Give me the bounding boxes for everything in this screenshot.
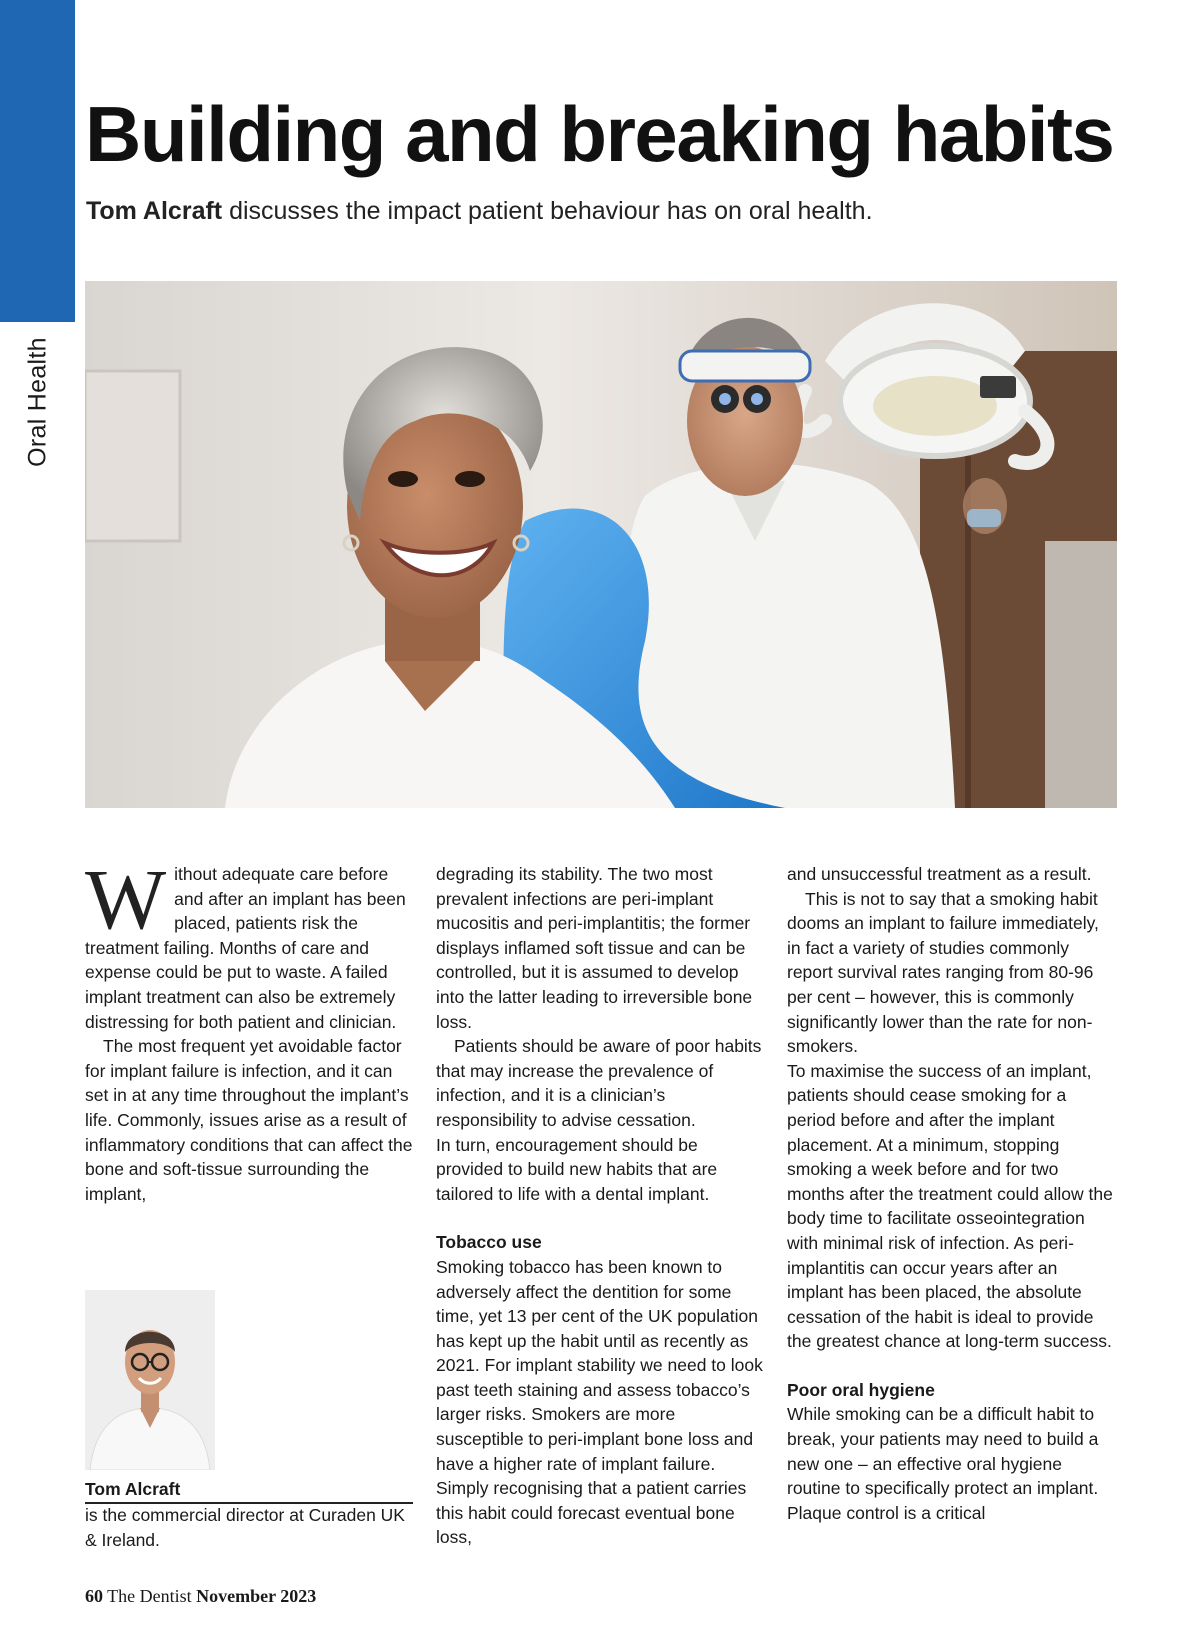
paragraph: To maximise the success of an implant, patients should cease smoking for a period before and after the implant placement. At a minimum, stopping smoking a week before and for two months after the treatment could allow the body time to facilitate osseointegration with minimal risk of infection. As peri-implantitis can occur years after an implant has been placed, the absolute cessation of the habit is ideal to provide the greatest chance at long-term success.	[787, 1060, 1113, 1352]
page-footer	[85, 1586, 316, 1607]
author-bio: is the commercial director at Curaden UK & Ireland.	[85, 1505, 405, 1550]
intro-paragraph	[85, 851, 415, 1034]
author-name: Tom Alcraft	[85, 1477, 413, 1504]
paragraph: This is not to say that a smoking habit dooms an implant to failure immediately, in fact a variety of studies commonly report survival rates ranging from 80-96 per cent – however, this is commonly significantly lower than the rate for non-smokers.	[787, 888, 1099, 1057]
page-number: 60	[85, 1586, 103, 1606]
standfirst-author: Tom Alcraft	[86, 197, 223, 225]
dental-patient-photo-icon	[85, 281, 1117, 808]
paragraph: and unsuccessful treatment as a result.	[787, 864, 1092, 884]
section-spacer	[436, 1206, 766, 1230]
paragraph: While smoking can be a difficult habit to break, your patients may need to build a new one – an effective oral hygiene routine to specifically protect an implant. Plaque control is a critical	[787, 1404, 1099, 1523]
drop-cap: W	[85, 851, 167, 947]
publication-name: The Dentist	[103, 1586, 197, 1606]
issue-date: November 2023	[196, 1586, 317, 1606]
section-label: Oral Health	[23, 337, 52, 467]
subheading-poor-oral-hygiene: Poor oral hygiene	[787, 1379, 935, 1400]
paragraph: Patients should be aware of poor habits that may increase the prevalence of infection, and it is a clinician’s responsibility to advise cessation.	[436, 1036, 762, 1130]
paragraph: In turn, encouragement should be provided to build new habits that are tailored to life with a dental implant.	[436, 1134, 718, 1204]
article-column-3	[787, 862, 1117, 1525]
author-portrait-icon	[85, 1290, 215, 1470]
paragraph: degrading its stability. The two most prevalent infections are peri-implant mucositis and peri-implantitis; the former displays inflamed soft tissue and can be controlled, but it is assumed to develop into the latter leading to irreversible bone loss.	[436, 864, 753, 1032]
hero-image	[85, 281, 1117, 808]
paragraph-text: ithout adequate care before and after an implant has been placed, patients risk the treatment failing. Months of care and expense could be put to waste. A failed implant treatment can also be extremely distressing for both patient and clinician.	[85, 864, 406, 1032]
section-color-bar	[0, 0, 75, 322]
section-spacer	[787, 1354, 1117, 1378]
article-column-1	[85, 851, 415, 1206]
article-column-2	[436, 862, 766, 1550]
subheading-tobacco-use: Tobacco use	[436, 1232, 542, 1253]
article-standfirst	[86, 194, 873, 228]
standfirst-text: discusses the impact patient behaviour has on oral health.	[222, 197, 873, 225]
paragraph: Smoking tobacco has been known to adversely affect the dentition for some time, yet 13 per cent of the UK population has kept up the habit until as recently as 2021. For implant stability we need to look past teeth staining and assess tobacco’s larger risks. Smokers are more susceptible to peri-implant bone loss and have a higher rate of implant failure. Simply recognising that a patient carries this habit could forecast eventual bone loss,	[436, 1256, 763, 1548]
article-title: Building and breaking habits	[85, 90, 1114, 178]
author-photo	[85, 1290, 215, 1470]
paragraph: The most frequent yet avoidable factor for implant failure is infection, and it can set in at any time throughout the implant’s life. Commonly, issues arise as a result of inflammatory conditions that can affect the bone and soft-tissue surrounding the implant,	[85, 1036, 413, 1204]
